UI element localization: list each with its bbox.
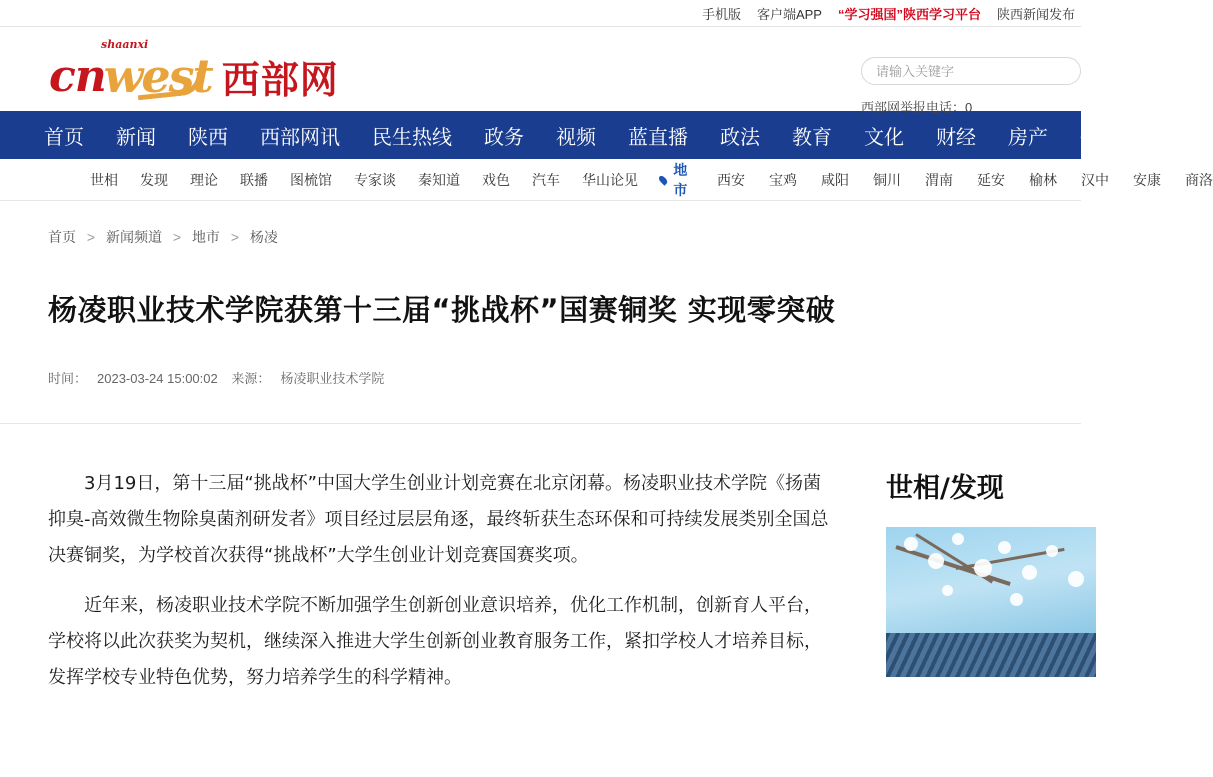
blossom-shape [998,541,1011,554]
topbar-link-shaanxi-news-release[interactable]: 陕西新闻发布 [996,6,1075,22]
time-label: 时间： [48,371,88,387]
search-input[interactable] [874,63,1068,80]
source-label: 来源： [231,371,271,387]
sidebar [880,424,1081,710]
body-columns [0,424,1081,710]
report-hotline: 西部网举报电话：0 [861,100,973,115]
blossom-shape [942,585,953,596]
blossom-rooftop-photo[interactable] [886,527,1096,677]
blossom-shape [952,533,964,545]
nav-item-education[interactable]: 教育 [792,124,832,149]
topbar-link-app[interactable]: 客户端APP [756,6,822,22]
location-group[interactable] [660,160,691,200]
subnav-item-faxian[interactable]: 发现 [140,171,168,188]
nav-item-law[interactable]: 政法 [720,124,760,149]
logo-cn-text: cn [49,51,106,102]
article-paragraph: 3月19日，第十三届“挑战杯”中国大学生创业计划竞赛在北京闭幕。杨凌职业技术学院《扬菌抑臭-高效微生物除臭菌剂研发者》项目经过层层角逐，最终斩获生态环保和可持续发展类别全国总决赛铜奖，为学校首次获得“挑战杯”大学生创业计划竞赛国赛奖项。 [48,473,829,567]
logo-chinese-text: 西部网 [221,57,339,102]
city-weinan[interactable]: 渭南 [925,171,953,188]
blossom-shape [904,537,918,551]
article-container [0,201,1081,710]
sidebar-title: 世相/发现 [886,473,1004,505]
branch-shape [895,545,1010,586]
article-body [0,424,880,710]
location-label: 地市 [673,161,688,198]
search-box[interactable] [861,57,1081,85]
blossom-shape [1010,593,1023,606]
subnav-item-qiche[interactable]: 汽车 [532,171,560,188]
nav-item-shaanxi[interactable]: 陕西 [188,124,228,149]
nav-item-livelihood-hotline[interactable]: 民生热线 [372,124,452,149]
breadcrumb-separator: > [172,229,182,245]
breadcrumb-item-home[interactable]: 首页 [48,229,76,245]
city-shangluo[interactable]: 商洛 [1185,171,1213,188]
city-hanzhong[interactable]: 汉中 [1081,171,1109,188]
page-title: 杨凌职业技术学院获第十三届“挑战杯”国赛铜奖 实现零突破 [48,293,836,327]
subnav-item-xise[interactable]: 戏色 [482,171,510,188]
city-ankang[interactable]: 安康 [1133,171,1161,188]
top-utility-bar [0,0,1081,26]
main-navigation [0,111,1120,159]
nav-item-cnwest-news[interactable]: 西部网讯 [260,124,340,149]
topbar-link-mobile[interactable]: 手机版 [701,6,741,22]
blossom-shape [1046,545,1058,557]
breadcrumb-item-cities[interactable]: 地市 [191,229,220,245]
time-value: 2023-03-24 15:00:02 [97,371,218,387]
source-value: 杨凌职业技术学院 [280,371,385,387]
rooftop-shape [886,633,1096,677]
city-baoji[interactable]: 宝鸡 [769,171,797,188]
nav-item-home[interactable]: 首页 [44,124,84,149]
search-area [861,57,1081,116]
nav-item-realestate[interactable]: 房产 [1008,124,1048,149]
masthead [0,27,1081,115]
sub-navigation [0,159,1213,201]
nav-item-culture[interactable]: 文化 [864,124,904,149]
subnav-item-huashanlunjian[interactable]: 华山论见 [582,171,638,188]
city-tongchuan[interactable]: 铜川 [873,171,901,188]
site-logo[interactable] [49,38,339,103]
logo-west-text: west [103,49,212,103]
city-yanan[interactable]: 延安 [977,171,1005,188]
nav-item-video[interactable]: 视频 [556,124,596,149]
nav-item-news[interactable]: 新闻 [116,124,156,149]
breadcrumb-item-news-channel[interactable]: 新闻频道 [105,229,162,245]
subnav-item-qinzhidao[interactable]: 秦知道 [418,171,460,188]
nav-item-blue-live[interactable]: 蓝直播 [628,124,688,149]
map-pin-icon [657,174,669,186]
subnav-item-shixiang[interactable]: 世相 [90,171,118,188]
article-paragraph: 近年来，杨凌职业技术学院不断加强学生创新创业意识培养，优化工作机制，创新育人平台，学校将以此次获奖为契机，继续深入推进大学生创新创业教育服务工作，紧扣学校人才培养目标，发挥学校专业特色优势，努力培养学生的科学精神。 [48,595,822,689]
city-xianyang[interactable]: 咸阳 [821,171,849,188]
blossom-shape [928,553,944,569]
nav-item-government[interactable]: 政务 [484,124,524,149]
blossom-shape [1022,565,1037,580]
breadcrumb-separator: > [230,229,240,245]
blossom-shape [1068,571,1084,587]
breadcrumb-item-yangling[interactable]: 杨凌 [249,229,278,245]
city-yulin[interactable]: 榆林 [1029,171,1057,188]
nav-item-health[interactable]: 健康 [1080,124,1120,149]
logo-shaanxi-text: shaanxi [101,38,149,51]
subnav-item-tushuguan[interactable]: 图梳馆 [290,171,332,188]
subnav-item-lianbo[interactable]: 联播 [240,171,268,188]
breadcrumb-separator: > [86,229,96,245]
subnav-item-zhuanjiatan[interactable]: 专家谈 [354,171,396,188]
subnav-item-lilun[interactable]: 理论 [190,171,218,188]
nav-item-finance[interactable]: 财经 [936,124,976,149]
article-meta [48,368,1033,387]
city-xian[interactable]: 西安 [717,171,745,188]
topbar-link-xuexiqiangguo[interactable]: “学习强国”陕西学习平台 [837,6,981,22]
breadcrumb [0,201,1081,247]
